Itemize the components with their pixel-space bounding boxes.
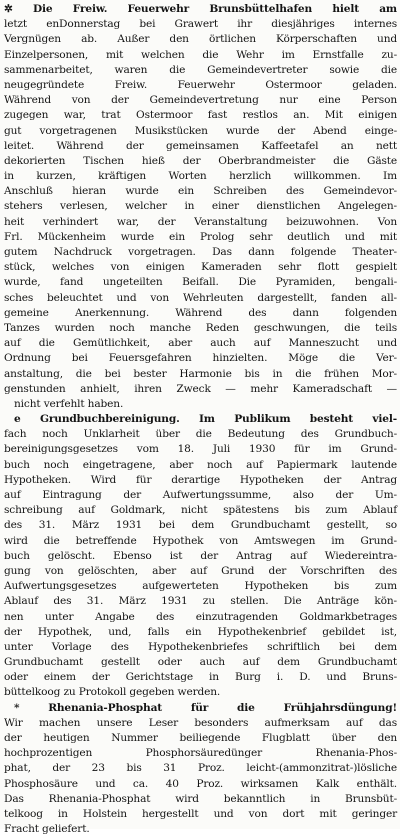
text-line: buch gelöscht. Ebenso ist der Antrag auf Wiedereintra- <box>4 549 397 562</box>
text-line: Ablauf des 31. März 1931 zu stellen. Die Anträge kön- <box>4 595 397 608</box>
text-line: Fracht geliefert. <box>4 823 90 836</box>
text-line: Grundbuchamt gestellt oder auch auf dem Grundbuchamt <box>4 656 397 669</box>
text-line: anstaltung, die bei bester Harmonie bis in die frühen Mor- <box>4 367 397 380</box>
text-line: gutem Nachdruck vorgetragen. Das dann folgende Theater- <box>4 246 397 258</box>
text-line: Wir machen unsere Leser besonders aufmerksam auf das <box>4 716 397 729</box>
text-line: in kurzen, kräftigen Worten herzlich willkommen. Im <box>4 170 397 183</box>
text-line: nicht verfehlt haben. <box>14 397 124 410</box>
text-line: heit verhindert war, der Veranstaltung beizuwohnen. Von <box>4 215 397 228</box>
text-line: neugegründete Freiw. Feuerwehr Ostermoor geladen. <box>4 78 397 91</box>
text-line: Anschluß hieran wurde ein Schreiben des Gemeindevor- <box>4 185 397 198</box>
text-line: zugegen war, trat Ostermoor fast restlos an. Mit einigen <box>4 109 397 122</box>
article-land-register <box>4 412 397 701</box>
text-line: Hypotheken. Wird für derartige Hypotheken der Antrag <box>4 473 397 486</box>
text-line: unter Vorlage des Hypothekenbriefes schriftlich bei dem <box>4 640 397 653</box>
text-line: Phosphosäure und ca. 40 Proz. wirksamen Kalk enthält. <box>4 777 397 790</box>
text-line: der heutigen Nummer beiliegende Flugblatt über den <box>4 732 397 744</box>
text-line: sches beleuchtet und von Wehrleuten dargestellt, fanden all- <box>4 291 397 304</box>
text-line: schreibung auf Goldmark, nicht spätestens bis zum Ablauf <box>4 504 397 517</box>
text-line: hochprozentigen Phosphorsäuredünger Rhenania-Phos- <box>4 747 397 760</box>
text-line: gung von gelöschten, aber auf Grund der Vorschriften des <box>4 564 397 577</box>
text-line: Ordnung bei Feuersgefahren hinzielten. Möge die Ver- <box>4 352 397 365</box>
text-line: Tanzes wurden noch manche Reden geschwungen, die teils <box>4 321 397 334</box>
text-line: stück, welches von einigen Kameraden sehr flott gespielt <box>4 261 397 274</box>
text-line: Aufwertungsgesetzes aufgewerteten Hypotheken bis zum <box>4 580 397 593</box>
text-line: Während von der Gemeindevertretung nur eine Person <box>4 94 397 107</box>
text-line: bereinigungsgesetzes vom 18. Juli 1930 für im Grund- <box>4 443 397 456</box>
text-line: gemeine Anerkennung. Während des dann folgenden <box>4 306 397 319</box>
article-headline: e Grundbuchbereinigung. Im Publikum besteht viel- <box>14 413 397 426</box>
text-line: Das Rhenania-Phosphat wird bekanntlich in Brunsbüt- <box>4 792 397 805</box>
text-line: stehers verlesen, welcher in einer dienstlichen Angelegen- <box>4 200 397 213</box>
text-line: auf Eintragung der Aufwertungssumme, also der Um- <box>4 489 397 501</box>
text-line: nen unter Angabe des einzutragenden Goldmarkbetrages <box>4 610 397 623</box>
text-line: Einzelpersonen, mit welchen die Wehr im Ernstfalle zu- <box>4 48 397 61</box>
text-line: büttelkoog zu Protokoll gegeben werden. <box>4 686 221 699</box>
text-line: sammenarbeitet, waren die Gemeindevertreter sowie die <box>4 63 397 76</box>
text-line: auf die Gemütlichkeit, aber auch auf Manneszucht und <box>4 337 397 350</box>
text-line: leitet. Während der gemeinsamen Kaffeetafel an nett <box>4 139 397 152</box>
text-line: wird die betreffende Hypothek von Amtswegen im Grund- <box>4 534 397 547</box>
text-line: telkoog in Holstein hergestellt und von dort mit geringer <box>4 807 397 820</box>
text-line: Vergnügen ab. Außer den örtlichen Körperschaften und <box>4 33 397 46</box>
text-line: des 31. März 1931 bei dem Grundbuchamt gestellt, so <box>4 519 397 532</box>
text-line <box>4 701 397 716</box>
text-line: fach noch Unklarheit über die Bedeutung des Grundbuch- <box>4 428 397 441</box>
article-headline: ✲ Die Freiw. Feuerwehr Brunsbüttelhafen hielt am <box>4 3 397 15</box>
text-line: Frl. Mückenheim wurde ein Prolog sehr deutlich und mit <box>4 230 397 243</box>
text-line <box>4 412 397 427</box>
text-line: oder einem der Gerichtstage in Burg i. D. und Bruns- <box>4 671 397 684</box>
text-line: gut vorgetragenen Musikstücken wurde der Abend einge- <box>4 124 397 137</box>
text-line <box>4 2 397 17</box>
article-rhenania-phosphat <box>4 701 397 837</box>
text-line: letzt enDonnerstag bei Grawert ihr diesjähriges internes <box>4 18 397 31</box>
text-line: dekorierten Tischen hieß der Oberbrandmeister die Gäste <box>4 154 397 167</box>
text-line: buch noch eingetragene, aber noch auf Papiermark lautende <box>4 458 397 471</box>
text-line: der Hypothek, und, falls ein Hypothekenbrief gebildet ist, <box>4 625 397 638</box>
text-line: genstunden anhielt, ihren Zweck — mehr Kameradschaft — <box>4 382 397 395</box>
text-line: phat, der 23 bis 31 Proz. leicht-(ammonzitrat-)lösliche <box>4 762 397 775</box>
text-line: wurde, fand ungeteilten Beifall. Die Pyramiden, bengali- <box>4 276 397 289</box>
article-headline: * Rhenania-Phosphat für die Frühjahrsdüngung! <box>14 701 397 714</box>
article-fire-brigade <box>4 2 397 412</box>
